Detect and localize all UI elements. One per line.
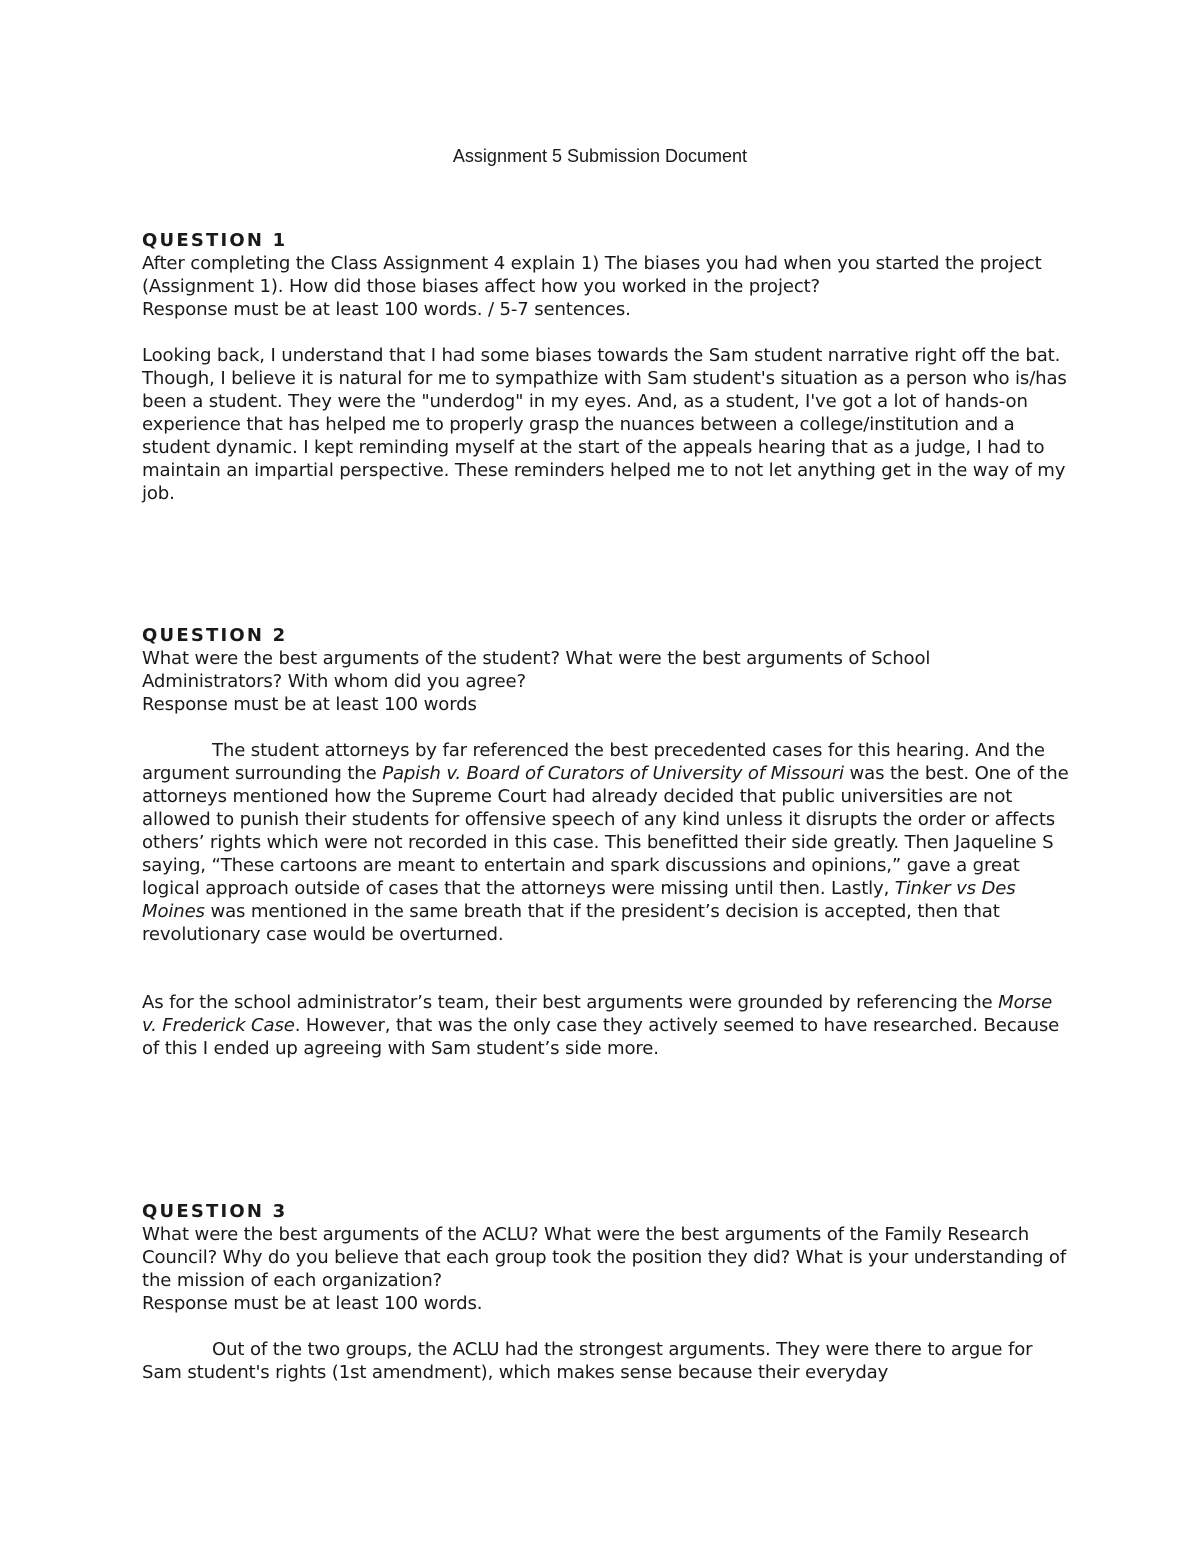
- question-2-prompt: What were the best arguments of the student? What were the best arguments of School Administrators? With whom did you agree?: [142, 648, 931, 692]
- question-1-answer-text: Looking back, I understand that I had some biases towards the Sam student narrative right off the bat. Though, I believe it is natural for me to sympathize with Sam student's situation as a person who is/has been a student. They were the "underdog" in my eyes. And, as a student, I've got a lot of hands-on experience that has helped me to properly grasp the nuances between a college/institution and a student dynamic. I kept reminding myself at the start of the appeals hearing that as a judge, I had to maintain an impartial perspective. These reminders helped me to not let anything get in the way of my job.: [142, 345, 1067, 504]
- question-3-answer: [142, 1338, 1072, 1384]
- case-name-papish: Papish v. Board of Curators of University of Missouri: [382, 763, 844, 784]
- answer-text-segment: was mentioned in the same breath that if the president’s decision is accepted, then that revolutionary case would be overturned.: [142, 901, 1000, 945]
- answer-text-segment: . However, that was the only case they actively seemed to have researched. Because of this I ended up agreeing with Sam student’s side more.: [142, 1015, 1060, 1059]
- question-3-prompt: What were the best arguments of the ACLU? What were the best arguments of the Family Research Council? Why do you believe that each group took the position they did? What is your understanding of the mission of each organization?: [142, 1224, 1067, 1291]
- question-2-heading: QUESTION 2: [142, 625, 288, 646]
- question-1-heading: QUESTION 1: [142, 230, 288, 251]
- document-title: Assignment 5 Submission Document: [452, 146, 748, 166]
- question-2-answer-2: [142, 991, 1072, 1060]
- question-2-answer-2-text: [142, 991, 1072, 1060]
- question-1-section: [142, 229, 1072, 321]
- answer-text-segment: As for the school administrator’s team, their best arguments were grounded by referencing the: [142, 992, 999, 1013]
- question-3-section: [142, 1200, 1072, 1315]
- answer-text-segment: The student attorneys by far referenced the best precedented cases for this hearing. And the argument surrounding the: [142, 740, 1045, 784]
- question-2-answer-1: [142, 739, 1072, 946]
- case-name-morse: Morse v. Frederick Case: [142, 992, 1053, 1036]
- answer-text-segment: was the best. One of the attorneys mentioned how the Supreme Court had already decided that public universities are not allowed to punish their students for offensive speech of any kind unless it disrupts the order or affects others’ rights which were not recorded in this case. This benefitted their side greatly. Then Jaqueline S saying, “These cartoons are meant to entertain and spark discussions and opinions,” gave a great logical approach outside of cases that the attorneys were missing until then. Lastly,: [142, 763, 1069, 899]
- question-3-answer-text: Out of the two groups, the ACLU had the strongest arguments. They were there to argue for Sam student's rights (1st amendment), which makes sense because their everyday: [142, 1339, 1033, 1383]
- question-3-heading: QUESTION 3: [142, 1201, 288, 1222]
- question-1-answer: [142, 344, 1072, 505]
- question-3-requirement: Response must be at least 100 words.: [142, 1293, 483, 1314]
- question-1-prompt: After completing the Class Assignment 4 explain 1) The biases you had when you started the project (Assignment 1). How did those biases affect how you worked in the project?: [142, 253, 1042, 297]
- question-2-section: [142, 624, 1072, 716]
- question-1-requirement: Response must be at least 100 words. / 5-7 sentences.: [142, 299, 631, 320]
- question-2-answer-1-text: [142, 739, 1072, 946]
- question-2-requirement: Response must be at least 100 words: [142, 694, 477, 715]
- case-name-tinker: Tinker vs Des Moines: [142, 878, 1016, 922]
